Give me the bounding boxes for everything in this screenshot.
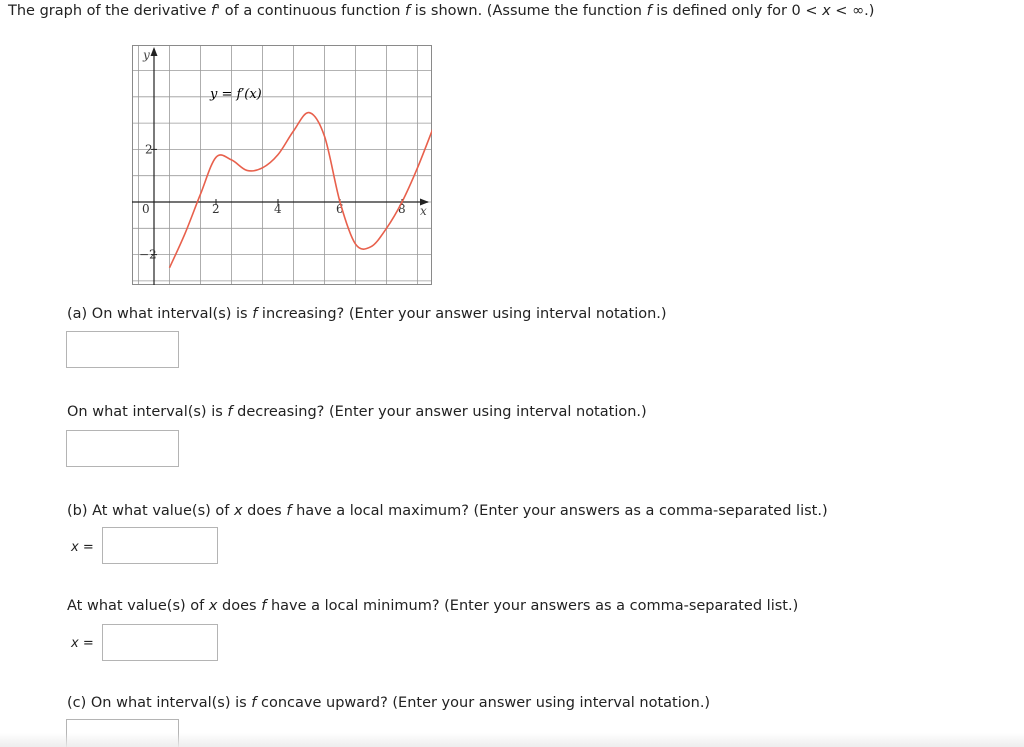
question-text: have a local minimum? (Enter your answers as a comma-separated list.): [266, 598, 799, 614]
intro-text: The graph of the derivative: [8, 3, 212, 19]
intro-text: < ∞.): [830, 3, 875, 19]
question-c-concave-up: [67, 695, 710, 711]
question-text: does: [217, 598, 262, 614]
y-axis-arrow: [151, 47, 158, 56]
y-tick-label: −2: [139, 247, 157, 262]
x-equals-label: [71, 636, 94, 651]
intro-x: x: [822, 3, 831, 19]
question-b-local-min: [67, 598, 798, 614]
question-f: f: [252, 306, 258, 322]
question-text: (b) At what value(s) of: [67, 503, 234, 519]
intro-text: is defined only for 0 <: [651, 3, 823, 19]
question-text: have a local maximum? (Enter your answers as a comma-separated list.): [291, 503, 828, 519]
decreasing-interval-input[interactable]: [66, 430, 179, 467]
local-min-input[interactable]: [102, 624, 218, 661]
local-max-input[interactable]: [102, 527, 218, 564]
problem-statement: [8, 3, 874, 19]
increasing-interval-input[interactable]: [66, 331, 179, 368]
question-x: x: [233, 503, 243, 519]
question-f: f: [251, 695, 257, 711]
x-equals-label: [71, 540, 94, 555]
derivative-curve: [170, 113, 433, 268]
intro-text: is shown. (Assume the function: [410, 3, 647, 19]
question-f: f: [227, 404, 233, 420]
question-a-decreasing: [67, 404, 647, 420]
x-tick-label: 2: [212, 202, 220, 216]
question-f: f: [261, 598, 267, 614]
x-axis-label: x: [420, 204, 427, 218]
x-equals-text: x =: [71, 636, 94, 651]
question-text: does: [242, 503, 287, 519]
x-equals-text: x =: [71, 540, 94, 555]
question-x: x: [208, 598, 218, 614]
question-text: At what value(s) of: [67, 598, 209, 614]
question-text: On what interval(s) is: [67, 404, 228, 420]
y-tick-label: 2: [145, 142, 153, 157]
x-tick-label: 4: [274, 202, 282, 216]
intro-text: of a continuous function: [220, 3, 406, 19]
bottom-fade: [0, 733, 1024, 747]
graph-axes: [132, 47, 429, 285]
intro-fprime: f': [211, 3, 221, 19]
question-text: increasing? (Enter your answer using interval notation.): [257, 306, 667, 322]
y-axis-label: y: [143, 48, 150, 62]
question-text: (a) On what interval(s) is: [67, 306, 253, 322]
question-text: decreasing? (Enter your answer using interval notation.): [232, 404, 647, 420]
curve-label: y = f′(x): [210, 87, 262, 102]
intro-f: f: [405, 3, 411, 19]
x-tick-label: 8: [398, 202, 406, 216]
x-tick-label: 6: [336, 202, 344, 216]
graph-ticks: [139, 48, 427, 262]
graph-grid: [132, 45, 432, 285]
question-f: f: [286, 503, 292, 519]
intro-f: f: [646, 3, 652, 19]
question-text: concave upward? (Enter your answer using interval notation.): [256, 695, 711, 711]
question-b-local-max: [67, 503, 828, 519]
question-text: (c) On what interval(s) is: [67, 695, 252, 711]
question-a-increasing: [67, 306, 667, 322]
y-tick-label: 0: [142, 202, 150, 216]
derivative-graph: [132, 45, 432, 285]
